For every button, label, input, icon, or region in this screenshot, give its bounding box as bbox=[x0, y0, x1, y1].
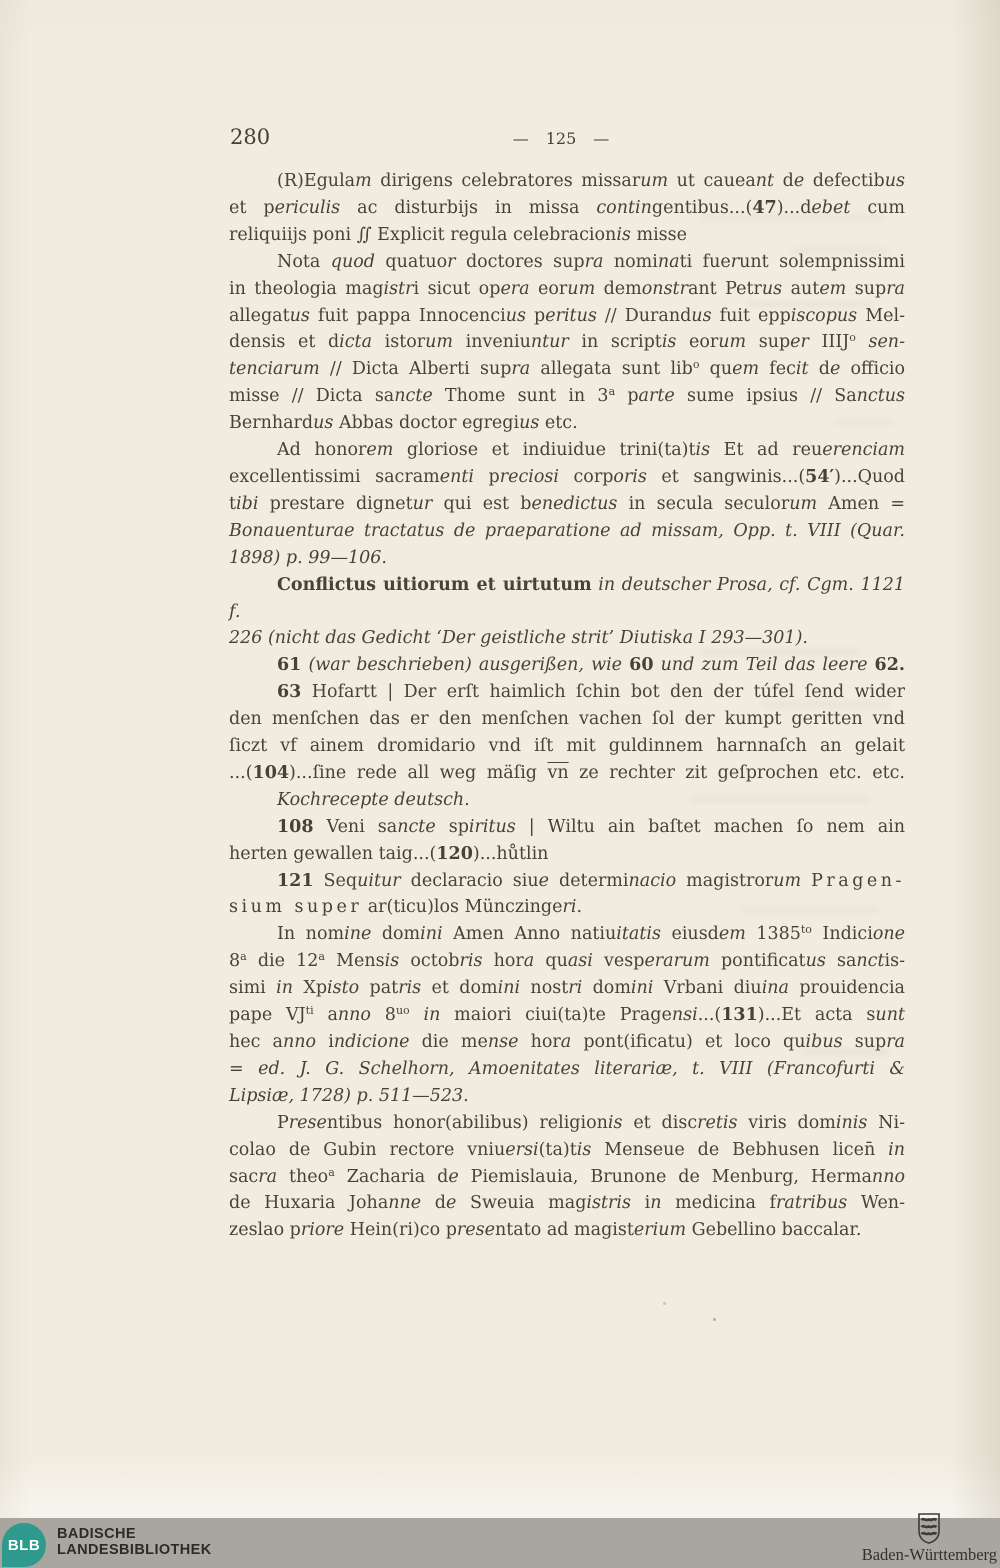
ghost-bleed-smudge bbox=[745, 300, 875, 308]
baden-wuerttemberg-logo[interactable] bbox=[862, 1513, 997, 1565]
text-line: Bonauenturae tractatus de praeparatione ad missam, Opp. t. VIII (Quar. bbox=[229, 520, 905, 541]
text-line: densis et dicta istorum inveniuntur in scriptis eorum super IIIJ$^o$ sen- bbox=[229, 331, 905, 353]
header-dash-left: — bbox=[512, 129, 529, 148]
text-line: den menſchen das er den menſchen vachen ſol der kumpt geritten vnd bbox=[229, 709, 905, 730]
text-line: colao de Gubin rectore vniuersi(ta)tis Menseue de Bebhusen licen̄ in bbox=[229, 1139, 905, 1160]
text-line: sium super ar(ticu)los Münczingeri. bbox=[229, 897, 583, 918]
footer-bar bbox=[0, 1518, 1000, 1568]
text-line: ...(104)...ſine rede all weg mäſig $\overline{vn}$ ze rechter zit geſprochen etc. etc. bbox=[229, 762, 905, 783]
text-line: 63 Hofartt | Der erſt haimlich ſchin bot den der túfel ſend wider bbox=[277, 682, 905, 703]
text-line: reliquiijs poni ∬ Explicit regula celebracionis misse bbox=[229, 224, 687, 245]
region-name: Baden-Württemberg bbox=[861, 1545, 997, 1564]
text-line: tenciarum // Dicta Alberti supra allegata sunt lib$^o$ quem fecit de officio bbox=[229, 358, 905, 380]
text-line: zeslao priore Hein(ri)co presentato ad magisterium Gebellino baccalar. bbox=[229, 1220, 862, 1241]
text-line: 226 (nicht das Gedicht ‘Der geistliche strit’ Diutiska I 293—301). bbox=[229, 628, 808, 649]
text-line: Bernhardus Abbas doctor egregius etc. bbox=[229, 413, 578, 434]
text-line: allegatus fuit pappa Innocencius peritus // Durandus fuit eppiscopus Mel- bbox=[229, 305, 905, 326]
text-line: hec anno indicione die mense hora pont(ificatu) et loco quibus supra bbox=[229, 1032, 905, 1052]
coat-of-arms-icon bbox=[917, 1513, 941, 1545]
text-line: sacra theo$^a$ Zacharia de Piemislauia, Brunone de Menburg, Hermanno bbox=[229, 1165, 905, 1187]
text-line: ſiczt vf ainem dromidario vnd iſt mit guldinnem harnnaſch an gelait bbox=[229, 736, 905, 757]
library-name bbox=[57, 1527, 212, 1558]
text-line: de Huxaria Johanne de Sweuia magistris in medicina fratribus Wen- bbox=[229, 1193, 905, 1214]
text-line: in theologia magistri sicut opera eorum demonstrant Petrus autem supra bbox=[229, 278, 905, 299]
text-line: Ad honorem gloriose et indiuidue trini(ta)tis Et ad reuerenciam bbox=[277, 440, 906, 461]
ghost-bleed-smudge bbox=[790, 246, 890, 255]
text-line: misse // Dicta sancte Thome sunt in 3$^a$ parte sume ipsius // Sanctus bbox=[229, 385, 905, 407]
header-dash-right: — bbox=[593, 129, 610, 148]
library-name-line2: LANDESBIBLIOTHEK bbox=[57, 1541, 212, 1558]
header-folio-number: 125 bbox=[545, 129, 577, 148]
text-line: Nota quod quatuor doctores supra nominati fuerunt solempnissimi bbox=[277, 251, 905, 272]
ghost-bleed-smudge bbox=[700, 648, 860, 657]
ghost-bleed-smudge bbox=[700, 214, 885, 223]
library-name-line1: BADISCHE bbox=[57, 1526, 136, 1542]
ghost-bleed-smudge bbox=[835, 418, 895, 426]
text-line: et periculis ac disturbijs in missa contingentibus...(47)...debet cum bbox=[229, 197, 905, 218]
text-line: Lipsiæ, 1728) p. 511—523. bbox=[229, 1085, 469, 1106]
ghost-bleed-smudge bbox=[740, 905, 880, 914]
text-line: 61 (war beschrieben) ausgerißen, wie 60 und zum Teil das leere 62. bbox=[277, 655, 905, 676]
text-line: 8$^a$ die 12$^a$ Mensis octobris hora quasi vesperarum pontificatus sanctis- bbox=[229, 950, 905, 972]
text-line: = ed. J. G. Schelhorn, Amoenitates literariæ, t. VIII (Francofurti & bbox=[229, 1058, 905, 1079]
paper-speck bbox=[663, 1302, 666, 1305]
ghost-bleed-smudge bbox=[690, 795, 870, 804]
text-line: tibi prestare dignetur qui est benedictus in secula seculorum Amen = bbox=[229, 493, 905, 514]
text-line: pape $VJ^{ti}$ anno $8^{uo}$ in maiori ciui(ta)te Pragensi...(131)...Et acta sunt bbox=[229, 1004, 905, 1026]
text-line: 108 Veni sancte spiritus | Wiltu ain baſtet machen ſo nem ain bbox=[277, 816, 906, 837]
text-line: 121 Sequitur declaracio siue determinacio magistrorum Pragen- bbox=[277, 870, 905, 891]
text-line: excellentissimi sacramenti preciosi corporis et sangwinis...(54′)...Quod bbox=[229, 466, 906, 487]
text-line: simi in Xpisto patris et domini nostri domini Vrbani diuina prouidencia bbox=[229, 978, 905, 999]
paper-speck bbox=[713, 1318, 716, 1321]
text-line: (R)Egulam dirigens celebratores missarum ut caueant de defectibus bbox=[277, 171, 905, 191]
text-line: Kochrecepte deutsch. bbox=[277, 789, 470, 810]
blb-logo-text: BLB bbox=[7, 1536, 41, 1554]
ghost-bleed-smudge bbox=[800, 1048, 890, 1057]
text-line: 1898) p. 99—106. bbox=[229, 547, 387, 568]
blb-logo[interactable] bbox=[2, 1523, 46, 1567]
page-header-center bbox=[229, 129, 893, 148]
text-line: In nomine domini Amen Anno natiuitatis eiusdem $1385^{to}$ Indicione bbox=[277, 923, 905, 945]
text-line: herten gewallen taig...(120)...hůtlin bbox=[229, 843, 549, 864]
text-line: Conflictus uitiorum et uirtutum in deutscher Prosa, cf. Cgm. 1121 f. bbox=[229, 574, 905, 622]
ghost-bleed-smudge bbox=[760, 700, 890, 709]
text-line: Presentibus honor(abilibus) religionis et discretis viris dominis Ni- bbox=[277, 1112, 905, 1133]
page-number: 280 bbox=[230, 125, 271, 149]
